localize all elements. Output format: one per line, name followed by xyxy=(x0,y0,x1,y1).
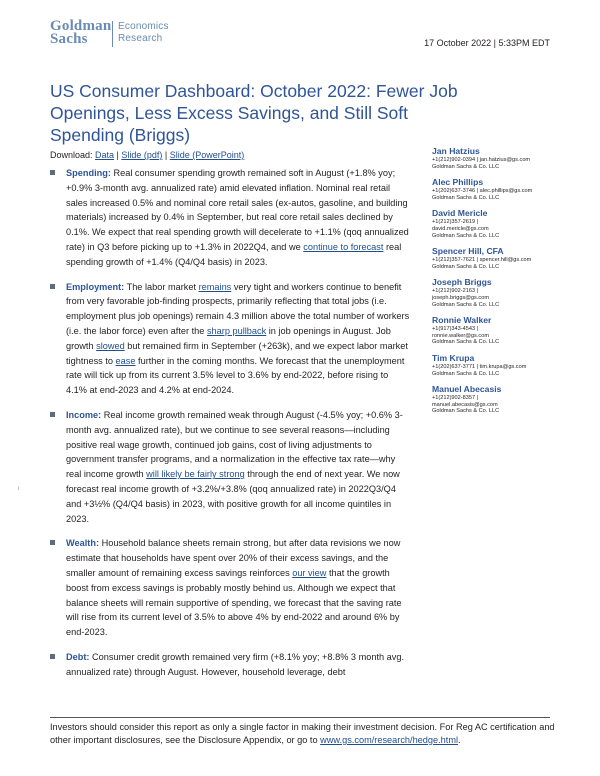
bullet-text: through the end of next year. We now forecast real income growth of +3.2%/+3.8% (qoq annualized rate) in 2022Q3/Q4 and +3½% (Q4/Q4 basis) in 2023, with positive growth for all income quintiles in 2023. xyxy=(66,469,400,524)
report-timestamp: 17 October 2022 | 5:33PM EDT xyxy=(424,38,550,48)
author-email[interactable]: joseph.briggs@gs.com xyxy=(432,294,489,301)
bullet-text: Real consumer spending growth remained soft in August (+1.8% yoy; +0.9% 3-month avg. annualized rate) amid elevated inflation. Nominal real retail sales increased 0.5% and nominal core retail sales (ex-autos, gasoline, and building materials) increased by 0.4% in September, but real core retail sales declined by 0.1%. We expect that real spending growth will decelerate to +1.1% (qoq annualized rate) in Q3 before picking up to +1.3% in 2022Q4, and we xyxy=(66,168,409,252)
author-name: Ronnie Walker xyxy=(432,315,492,326)
report-title: US Consumer Dashboard: October 2022: Fewer Job Openings, Less Excess Savings, and Still Soft Spending (Briggs) xyxy=(50,81,458,145)
bullet-text: The labor market xyxy=(124,281,199,292)
author-contact[interactable]: +1(202)637-3746 | alec.phillips@gs.com xyxy=(432,188,533,195)
ease-link[interactable]: ease xyxy=(115,355,136,366)
bullet-text: further in the coming months. We forecast that the unemployment rate will tick up from its current 3.5% level to 3.6% by end-2022, before rising to 4.1% at end-2023 and 4.2% at end-2024. xyxy=(66,355,405,396)
author-list xyxy=(432,146,582,422)
bullet-text: that the growth boost from excess savings is probably mostly behind us. Although we expect that balance sheets will remain supportive of spending, we forecast that the saving rate will rise from its current level of 3.5% to above 4% by end-2022 and around 6% by end-2023. xyxy=(66,567,402,638)
author-name: Alec Phillips xyxy=(432,177,484,188)
division-line-2: Research xyxy=(118,33,163,44)
author-firm: Goldman Sachs & Co. LLC xyxy=(432,301,500,308)
bullet-marker xyxy=(50,284,55,289)
author-name: Tim Krupa xyxy=(432,352,475,363)
download-label: Download: xyxy=(50,150,96,160)
continue-to-forecast-link[interactable]: continue to forecast xyxy=(303,241,384,252)
author-email[interactable]: david.mericle@gs.com xyxy=(432,225,489,232)
logo-line-1: Goldman xyxy=(50,18,112,34)
logo-line-2: Sachs xyxy=(50,31,88,47)
fairly-strong-link[interactable]: will likely be fairly strong xyxy=(146,469,245,480)
author-contact: +1(212)902-8357 | xyxy=(432,395,479,402)
division-label xyxy=(118,21,169,45)
division-line-1: Economics xyxy=(118,21,169,32)
bullet-text: very tight and workers continue to benefit from very favorable job-finding prospects, primarily reflecting that total jobs (i.e. employment plus job openings) remain 4.3 million above the total number of workers (i.e. the labor force) even after the xyxy=(66,281,410,336)
author-contact[interactable]: +1(202)637-3771 | tim.krupa@gs.com xyxy=(432,363,527,370)
footer-divider xyxy=(50,717,550,718)
goldman-sachs-logo xyxy=(50,20,111,46)
bullet-text: Real income growth remained weak through August (-4.5% yoy; +0.6% 3-month avg. annualized rate), but we continue to see several reasons—including positive real wage growth, continued job gains, cost of living adjustments to government transfer programs, and a normalization in the effective tax rate—why real income growth xyxy=(66,409,403,480)
author-card xyxy=(432,246,582,270)
author-card xyxy=(432,177,582,201)
author-email[interactable]: ronnie.walker@gs.com xyxy=(432,332,489,339)
author-firm: Goldman Sachs & Co. LLC xyxy=(432,408,500,415)
bullet-heading: Income: xyxy=(66,409,102,420)
footer-text: Investors should consider this report as only a single factor in making their investment decision. For Reg AC certification and other important disclosures, see the Disclosure Appendix, or go to xyxy=(50,722,555,745)
author-contact[interactable]: +1(212)357-7621 | spencer.hill@gs.com xyxy=(432,257,532,264)
download-slide-pdf-link[interactable]: Slide (pdf) xyxy=(121,150,163,160)
footer-end: . xyxy=(458,735,461,745)
author-firm: Goldman Sachs & Co. LLC xyxy=(432,339,500,346)
author-card xyxy=(432,208,582,239)
bullet-text: Household balance sheets remain strong, but after data revisions we now estimate that households have spent over 20% of their excess savings, and the smaller amount of remaining excess savings reinforces xyxy=(66,538,401,578)
author-card xyxy=(432,315,582,346)
disclosure-link[interactable]: www.gs.com/research/hedge.html xyxy=(320,735,459,745)
sharp-pullback-link[interactable]: sharp pullback xyxy=(206,325,267,336)
author-name: David Mericle xyxy=(432,208,488,219)
download-slide-ppt-link[interactable]: Slide (PowerPoint) xyxy=(169,150,245,160)
bullet-marker xyxy=(50,540,55,545)
remains-link[interactable]: remains xyxy=(198,281,232,292)
author-card xyxy=(432,384,582,415)
report-header xyxy=(0,0,600,60)
author-firm: Goldman Sachs & Co. LLC xyxy=(432,263,500,270)
author-firm: Goldman Sachs & Co. LLC xyxy=(432,370,500,377)
bullet-text: in job openings in August. Job growth xyxy=(66,325,391,351)
author-firm: Goldman Sachs & Co. LLC xyxy=(432,232,500,239)
author-card xyxy=(432,277,582,308)
slowed-link[interactable]: slowed xyxy=(96,340,125,351)
disclosure-footer xyxy=(50,721,570,747)
bullet-heading: Spending: xyxy=(66,168,111,178)
download-data-link[interactable]: Data xyxy=(95,150,115,160)
our-view-link[interactable]: our view xyxy=(292,567,327,578)
bullet-text: but remained firm in September (+263k), and we expect labor market tightness to xyxy=(66,340,408,366)
bullet-marker xyxy=(50,654,55,659)
author-email[interactable]: manuel.abecasis@gs.com xyxy=(432,401,498,408)
bullet-marker xyxy=(50,412,55,417)
author-contact[interactable]: +1(212)902-0394 | jan.hatzius@gs.com xyxy=(432,157,531,163)
bullet-spending xyxy=(50,166,410,270)
author-name: Spencer Hill, CFA xyxy=(432,246,504,257)
bullet-debt xyxy=(50,650,410,680)
download-links xyxy=(50,150,244,160)
author-contact: +1(917)343-4543 | xyxy=(432,326,479,333)
bullet-income xyxy=(50,408,410,526)
bullet-employment xyxy=(50,280,410,398)
download-separator: | xyxy=(114,150,122,160)
bullet-heading: Debt: xyxy=(66,651,90,662)
bullet-text: real spending growth of +1.4% (Q4/Q4 basis) in 2023. xyxy=(66,241,402,267)
author-firm: Goldman Sachs & Co. LLC xyxy=(432,163,500,170)
logo-divider xyxy=(112,21,113,47)
margin-mark: i xyxy=(18,486,20,492)
author-name: Manuel Abecasis xyxy=(432,384,502,395)
bullet-heading: Wealth: xyxy=(66,538,100,549)
author-contact: +1(212)902-2163 | xyxy=(432,288,479,295)
author-contact: +1(212)357-2619 | xyxy=(432,219,479,226)
bullet-wealth xyxy=(50,536,410,640)
author-firm: Goldman Sachs & Co. LLC xyxy=(432,194,500,201)
download-separator: | xyxy=(162,150,170,160)
bullet-marker xyxy=(50,170,55,175)
author-name: Joseph Briggs xyxy=(432,277,492,288)
bullet-text: Consumer credit growth remained very firm (+8.1% yoy; +8.8% 3 month avg. annualized rate) through August. However, household leverage, debt xyxy=(66,651,405,677)
author-name: Jan Hatzius xyxy=(432,146,480,156)
bullet-heading: Employment: xyxy=(66,281,125,292)
author-card xyxy=(432,146,582,170)
report-body xyxy=(50,166,410,690)
author-card xyxy=(432,353,582,377)
